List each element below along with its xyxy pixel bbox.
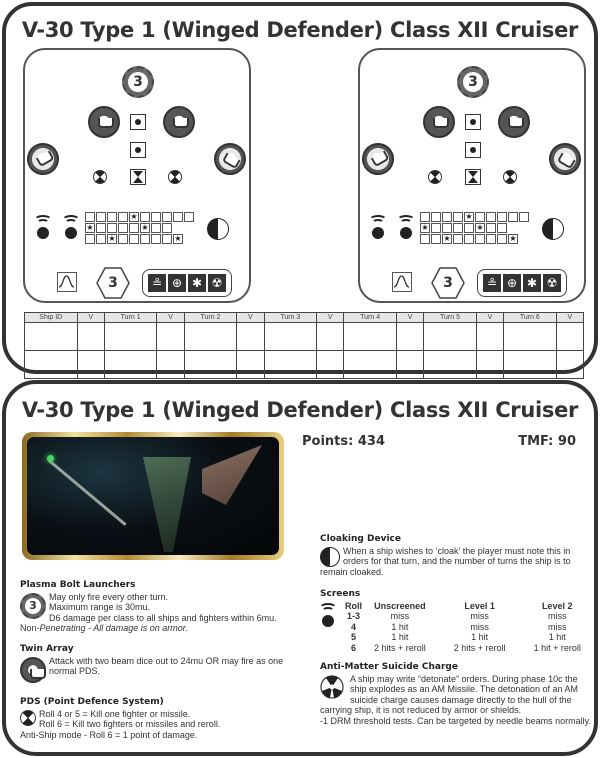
- atom-icon[interactable]: ✱: [188, 274, 206, 292]
- pds-square-icon[interactable]: [465, 114, 481, 130]
- damage-box[interactable]: [442, 223, 452, 233]
- ftl-drive-icon[interactable]: [392, 272, 412, 292]
- col-turn-4: Turn 4: [344, 313, 397, 323]
- damage-row: [85, 234, 195, 244]
- cloak-icon: [320, 547, 340, 567]
- ftl-drive-icon[interactable]: [57, 272, 77, 292]
- damage-box[interactable]: [431, 234, 441, 244]
- ship-title: V-30 Type 1 (Winged Defender) Class XII Cruiser: [21, 18, 579, 42]
- table-cell[interactable]: [344, 323, 397, 351]
- ship-image: [22, 432, 284, 560]
- table-cell[interactable]: [237, 351, 264, 379]
- screen-icon[interactable]: [63, 215, 79, 241]
- damage-box[interactable]: [497, 212, 507, 222]
- rule-title: Anti-Matter Suicide Charge: [320, 662, 458, 672]
- damage-track: [420, 212, 530, 245]
- damage-box[interactable]: [173, 212, 183, 222]
- rule-title: Twin Array: [20, 644, 74, 654]
- twin-array-side-icon[interactable]: [356, 137, 400, 181]
- table-cell[interactable]: [157, 323, 184, 351]
- table-cell[interactable]: [157, 351, 184, 379]
- table-cell[interactable]: [184, 351, 237, 379]
- plasma-rule: Plasma Bolt Launchers 3 May only fire every other turn. Maximum range is 30mu. D6 damage per class to all ships and fighters within 6mu. Non-Penetrating - All damage is on armor.: [20, 580, 310, 634]
- table-cell[interactable]: [264, 323, 317, 351]
- damage-box[interactable]: [96, 223, 106, 233]
- table-cell[interactable]: [184, 323, 237, 351]
- damage-box[interactable]: [162, 234, 172, 244]
- damage-box[interactable]: [475, 234, 485, 244]
- damage-row: [420, 234, 530, 244]
- core-systems-box: [142, 269, 232, 297]
- damage-box[interactable]: [475, 212, 485, 222]
- threshold-box[interactable]: ★: [174, 234, 182, 243]
- twin-array-icon[interactable]: [163, 106, 195, 138]
- anti-matter-icon[interactable]: ☢: [208, 274, 226, 292]
- damage-box[interactable]: [442, 212, 452, 222]
- cloak-rule: Cloaking Device When a ship wishes to ‘cloak’ the player must note this in orders for that turn, and the number of turns the ship is to remain cloaked.: [320, 534, 592, 577]
- col-v: V: [237, 313, 264, 323]
- col-ship-id: Ship ID: [25, 313, 78, 323]
- ship-reference-card: [2, 380, 598, 756]
- marine-icon[interactable]: ≗: [148, 274, 166, 292]
- table-cell[interactable]: [104, 323, 157, 351]
- ship-record-sheet: [2, 2, 598, 374]
- damage-box[interactable]: [464, 234, 474, 244]
- table-cell[interactable]: [556, 323, 583, 351]
- screens-table: Roll Unscreened Level 1 Level 2 1-3 miss miss miss 4 1 hit miss miss 5 1 hit 1 hit 1 hit 6 2 hits + reroll 2 hits + reroll 1 hit + reroll: [345, 600, 581, 653]
- damage-row: [85, 212, 195, 222]
- screen-icon[interactable]: [398, 215, 414, 241]
- damage-box[interactable]: [453, 234, 463, 244]
- table-cell[interactable]: [317, 323, 344, 351]
- twin-array-icon: [20, 657, 46, 683]
- thrust-hex-icon[interactable]: 3: [431, 266, 465, 300]
- table-cell[interactable]: [396, 351, 423, 379]
- damage-control-icon[interactable]: ⊕: [168, 274, 186, 292]
- col-turn-6: Turn 6: [504, 313, 557, 323]
- cloak-icon[interactable]: [207, 218, 229, 240]
- table-cell[interactable]: [77, 351, 104, 379]
- damage-box[interactable]: [497, 223, 507, 233]
- table-cell[interactable]: [424, 351, 477, 379]
- table-cell[interactable]: [424, 323, 477, 351]
- damage-box[interactable]: [96, 234, 106, 244]
- col-v: V: [317, 313, 344, 323]
- pds-square-icon[interactable]: [130, 142, 146, 158]
- pds-square-icon[interactable]: [130, 114, 146, 130]
- threshold-box[interactable]: ★: [86, 223, 94, 232]
- pds-icon[interactable]: [93, 170, 107, 184]
- screen-icon[interactable]: [370, 215, 386, 241]
- damage-box[interactable]: [431, 223, 441, 233]
- col-turn-3: Turn 3: [264, 313, 317, 323]
- marine-icon[interactable]: ≗: [483, 274, 501, 292]
- rule-title: Cloaking Device: [320, 534, 401, 544]
- twin-array-side-icon[interactable]: [21, 137, 65, 181]
- col-v: V: [157, 313, 184, 323]
- damage-box[interactable]: [151, 234, 161, 244]
- damage-box[interactable]: [129, 223, 139, 233]
- twin-array-side-icon[interactable]: [208, 137, 252, 181]
- pds-icon[interactable]: [168, 170, 182, 184]
- damage-box[interactable]: [453, 223, 463, 233]
- table-cell[interactable]: [476, 323, 503, 351]
- damage-box[interactable]: [118, 234, 128, 244]
- threshold-box[interactable]: ★: [465, 212, 473, 221]
- table-cell[interactable]: [237, 323, 264, 351]
- atom-icon[interactable]: ✱: [523, 274, 541, 292]
- ssd-panel-2: [358, 48, 586, 303]
- damage-box[interactable]: [140, 234, 150, 244]
- damage-box[interactable]: [486, 223, 496, 233]
- ssd-panel-1: [23, 48, 251, 303]
- damage-track: [85, 212, 195, 245]
- col-v: V: [556, 313, 583, 323]
- twin-array-icon[interactable]: [498, 106, 530, 138]
- plasma-bolt-launcher-icon[interactable]: 3: [122, 66, 154, 98]
- damage-box[interactable]: [85, 234, 95, 244]
- col-v: V: [77, 313, 104, 323]
- screen-icon[interactable]: [35, 215, 51, 241]
- tmf-value: TMF: 90: [518, 434, 576, 449]
- table-row: [25, 351, 584, 379]
- twin-array-icon[interactable]: [88, 106, 120, 138]
- damage-box[interactable]: [431, 212, 441, 222]
- damage-box[interactable]: [162, 223, 172, 233]
- table-cell[interactable]: [264, 351, 317, 379]
- ship-title: V-30 Type 1 (Winged Defender) Class XII Cruiser: [21, 398, 579, 422]
- threshold-box[interactable]: ★: [509, 234, 517, 243]
- damage-box[interactable]: [420, 212, 430, 222]
- rule-title: Screens: [320, 589, 361, 599]
- table-cell[interactable]: [504, 351, 557, 379]
- rule-title: Plasma Bolt Launchers: [20, 580, 136, 590]
- twin-array-side-icon[interactable]: [543, 137, 587, 181]
- table-cell[interactable]: [77, 323, 104, 351]
- cloak-icon[interactable]: [542, 218, 564, 240]
- damage-box[interactable]: [140, 212, 150, 222]
- anti-matter-icon[interactable]: ☢: [543, 274, 561, 292]
- damage-box[interactable]: [453, 212, 463, 222]
- damage-row: [85, 223, 195, 233]
- damage-box[interactable]: [162, 212, 172, 222]
- plasma-bolt-launcher-icon[interactable]: 3: [457, 66, 489, 98]
- damage-box[interactable]: [107, 212, 117, 222]
- damage-box[interactable]: [107, 223, 117, 233]
- col-turn-5: Turn 5: [424, 313, 477, 323]
- damage-box[interactable]: [486, 212, 496, 222]
- damage-box[interactable]: [497, 234, 507, 244]
- damage-box[interactable]: [184, 212, 194, 222]
- twin-array-icon[interactable]: [423, 106, 455, 138]
- threshold-box[interactable]: ★: [476, 223, 484, 232]
- twin-array-rule: Twin Array Attack with two beam dice out to 24mu OR may fire as one normal PDS.: [20, 644, 300, 683]
- screens-rule: [320, 589, 592, 653]
- threshold-box[interactable]: ★: [130, 212, 138, 221]
- hourglass-icon[interactable]: [465, 169, 481, 185]
- table-cell[interactable]: [25, 323, 78, 351]
- pds-rule: PDS (Point Defence System) Roll 4 or 5 = Kill one fighter or missile. Roll 6 = Kill two fighters or missiles and reroll. Anti-Ship mode - Roll 6 = 1 point of damage.: [20, 697, 305, 740]
- damage-box[interactable]: [129, 234, 139, 244]
- pds-icon[interactable]: [428, 170, 442, 184]
- table-cell[interactable]: [504, 323, 557, 351]
- damage-box[interactable]: [508, 212, 518, 222]
- pds-icon: [20, 710, 36, 726]
- damage-box[interactable]: [96, 212, 106, 222]
- table-cell[interactable]: [25, 351, 78, 379]
- table-row: [25, 323, 584, 351]
- col-v: V: [476, 313, 503, 323]
- core-systems-box: [477, 269, 567, 297]
- damage-box[interactable]: [118, 223, 128, 233]
- threshold-box[interactable]: ★: [108, 234, 116, 243]
- damage-box[interactable]: [85, 212, 95, 222]
- damage-box[interactable]: [420, 234, 430, 244]
- pds-icon[interactable]: [503, 170, 517, 184]
- table-cell[interactable]: [556, 351, 583, 379]
- plasma-bolt-launcher-icon: 3: [20, 593, 46, 619]
- turn-record-table: [24, 312, 584, 379]
- damage-box[interactable]: [118, 212, 128, 222]
- damage-box[interactable]: [486, 234, 496, 244]
- col-v: V: [396, 313, 423, 323]
- damage-row: [420, 212, 530, 222]
- damage-control-icon[interactable]: ⊕: [503, 274, 521, 292]
- table-cell[interactable]: [344, 351, 397, 379]
- damage-box[interactable]: [151, 212, 161, 222]
- screen-icon: [320, 603, 336, 629]
- anti-matter-icon: [320, 675, 344, 699]
- damage-box[interactable]: [151, 223, 161, 233]
- hourglass-icon[interactable]: [130, 169, 146, 185]
- thrust-hex-icon[interactable]: 3: [96, 266, 130, 300]
- table-cell[interactable]: [104, 351, 157, 379]
- rule-title: PDS (Point Defence System): [20, 697, 164, 707]
- damage-row: [420, 223, 530, 233]
- damage-box[interactable]: [464, 223, 474, 233]
- points-value: Points: 434: [302, 434, 385, 449]
- threshold-box[interactable]: ★: [421, 223, 429, 232]
- col-turn-2: Turn 2: [184, 313, 237, 323]
- damage-box[interactable]: [519, 212, 529, 222]
- table-cell[interactable]: [317, 351, 344, 379]
- threshold-box[interactable]: ★: [141, 223, 149, 232]
- table-cell[interactable]: [396, 323, 423, 351]
- table-cell[interactable]: [476, 351, 503, 379]
- am-charge-rule: Anti-Matter Suicide Charge A ship may write “detonate” orders. During phase 10c the ship explodes as an AM Missile. The detonation of an AM suicide charge causes damage directly to the hull of the carrying ship, it is not reduced by armor or shields. -1 DRM threshold tests. Can be targeted by needle beams normally.: [320, 662, 591, 726]
- pds-square-icon[interactable]: [465, 142, 481, 158]
- col-turn-1: Turn 1: [104, 313, 157, 323]
- threshold-box[interactable]: ★: [443, 234, 451, 243]
